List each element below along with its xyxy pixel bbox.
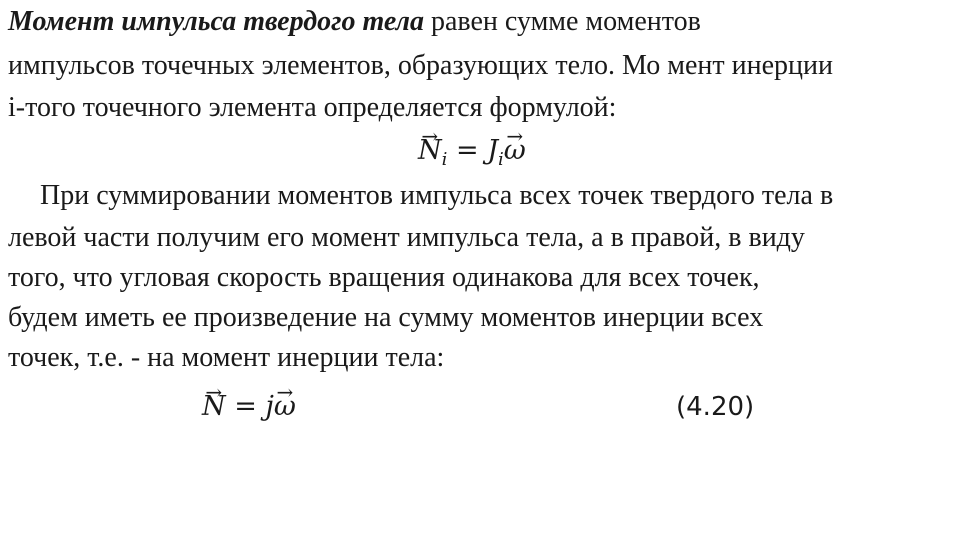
angular-velocity-vector: → ω — [504, 134, 526, 168]
paragraph1-line1 — [8, 6, 701, 38]
index-i: i — [498, 149, 504, 170]
index-i: i — [441, 149, 448, 170]
paragraph2-line5: точек, т.е. - на момент инерции тела: — [8, 342, 445, 373]
paragraph2-line4: будем иметь ее произведение на сумму моментов инерции всех — [8, 302, 764, 333]
angular-velocity-vector: → ω — [274, 390, 296, 424]
moment-of-inertia: J — [487, 135, 499, 166]
paragraph2-line2: левой части получим его момент импульса тела, а в правой, в виду — [8, 222, 805, 253]
angular-momentum-vector: → N — [418, 134, 442, 168]
equation-number: (4.20) — [676, 392, 755, 422]
angular-momentum-vector: → N — [202, 390, 226, 424]
equals-sign: = — [455, 135, 479, 166]
paragraph1-line2: импульсов точечных элементов, образующих тело. Мо мент инерции — [8, 50, 833, 81]
paragraph1-line1-rest: равен сумме моментов — [423, 6, 701, 37]
equals-sign: = — [234, 391, 257, 422]
formula-rigid-body — [202, 390, 296, 424]
formula-point-element — [418, 134, 526, 177]
moment-of-inertia: j — [265, 391, 274, 422]
bold-term: Момент импульса твердого тела — [8, 6, 424, 37]
paragraph2-line3: того, что угловая скорость вращения одинакова для всех точек, — [8, 262, 760, 293]
paragraph2-line1: При суммировании моментов импульса всех точек твердого тела в — [40, 180, 834, 211]
paragraph1-line3: i-того точечного элемента определяется формулой: — [8, 92, 617, 123]
